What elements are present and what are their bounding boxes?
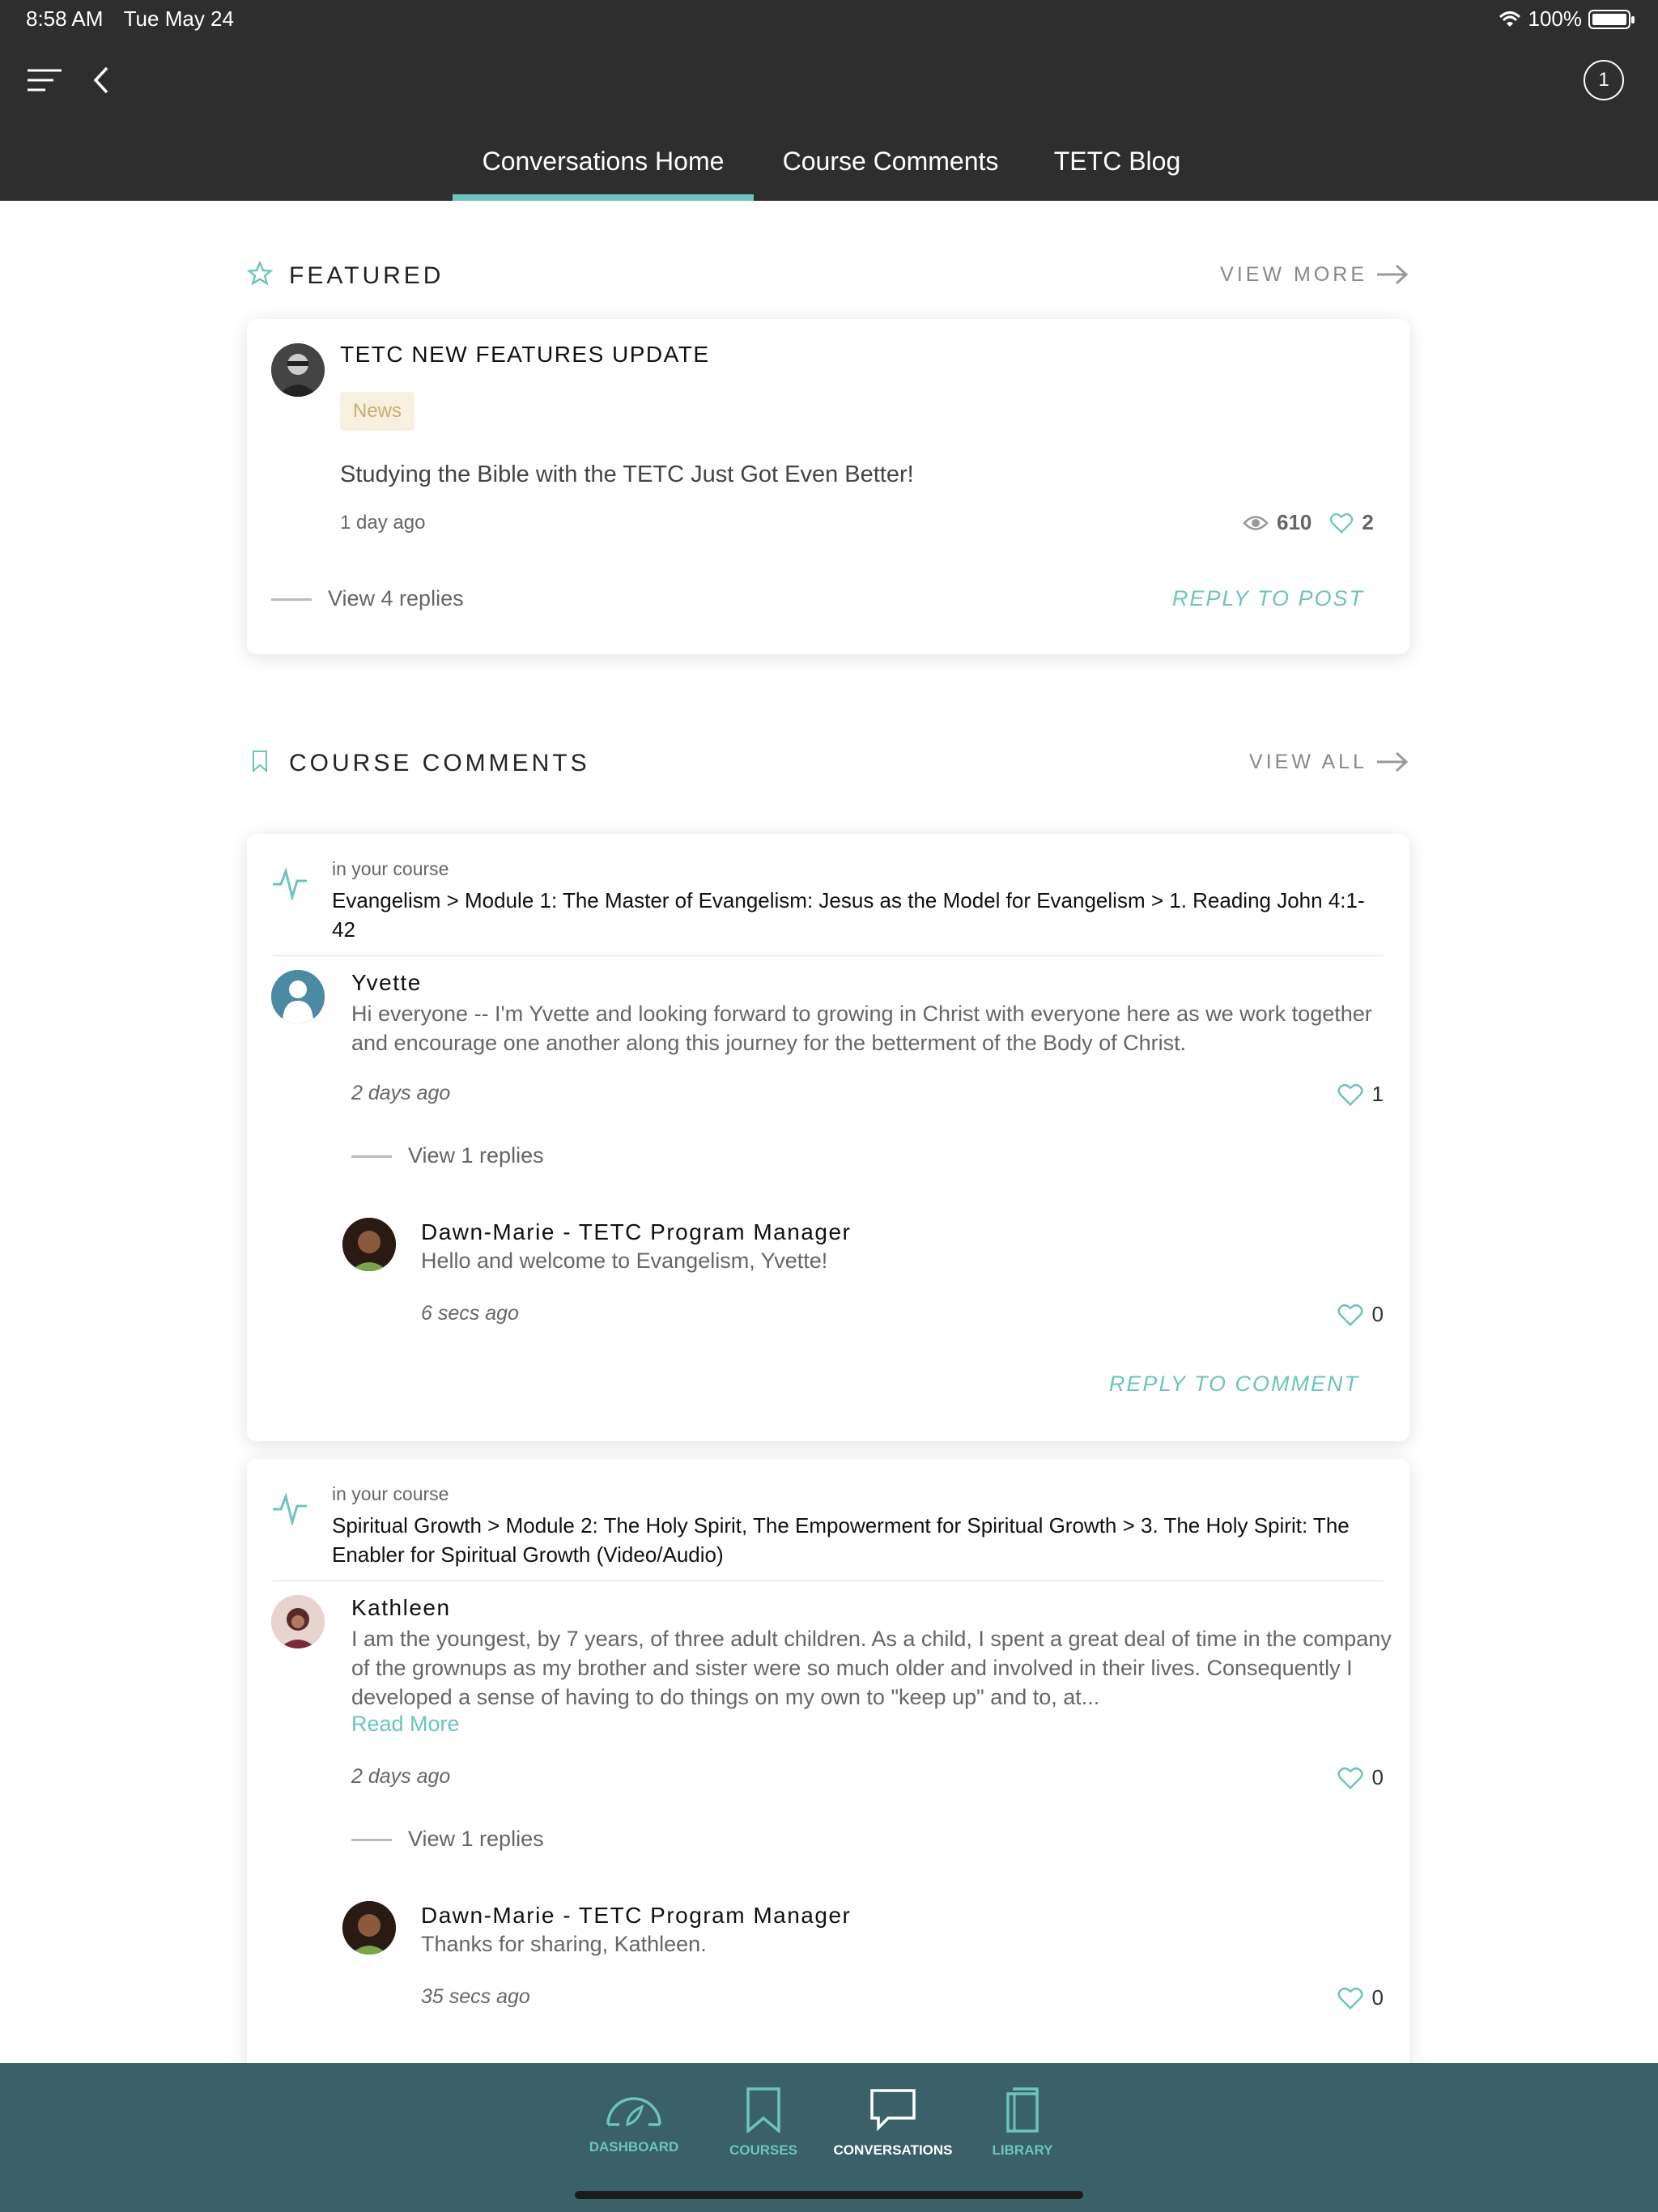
course-comment-card: [247, 834, 1409, 1441]
like-count: 0: [1371, 1765, 1384, 1789]
reply-time: 6 secs ago: [421, 1302, 519, 1325]
heart-icon[interactable]: [1329, 512, 1354, 534]
tab-conversations-home[interactable]: Conversations Home: [453, 136, 754, 201]
wifi-icon: [1498, 10, 1522, 29]
menu-icon[interactable]: [26, 68, 63, 92]
course-comments-header: [247, 743, 1409, 785]
comment-time: 2 days ago: [351, 1082, 451, 1104]
course-context-link[interactable]: Spiritual Growth > Module 2: The Holy Spirit, The Empowerment for Spiritual Growth > 3. The Holy Spirit: The Enabler for Spiritual Growth (Video/Audio): [332, 1513, 1350, 1567]
star-icon: [247, 261, 273, 287]
status-time: 8:58 AM: [26, 6, 104, 31]
book-icon: [1003, 2087, 1042, 2133]
like-count: 1: [1371, 1082, 1384, 1106]
view-count: 610: [1277, 510, 1312, 534]
post-stats: [1243, 510, 1374, 535]
comment-author: Yvette: [351, 970, 422, 995]
activity-icon: [271, 1490, 308, 1525]
like-count: 2: [1362, 510, 1374, 534]
status-date: Tue May 24: [123, 6, 234, 31]
tab-tetc-blog[interactable]: TETC Blog: [1053, 147, 1181, 176]
view-replies-link[interactable]: [351, 1827, 544, 1852]
eye-icon: [1243, 514, 1269, 532]
nav-dashboard[interactable]: [573, 2087, 695, 2155]
course-comments-title: COURSE COMMENTS: [289, 750, 590, 776]
reply-to-post-button[interactable]: REPLY TO POST: [1171, 586, 1364, 610]
view-replies-label: View 1 replies: [408, 1827, 544, 1851]
comment-time: 2 days ago: [351, 1765, 451, 1788]
featured-header: [247, 256, 1409, 298]
course-context-link[interactable]: Evangelism > Module 1: The Master of Evangelism: Jesus as the Model for Evangelism > 1. Reading John 4:1-42: [332, 888, 1365, 942]
arrow-right-icon: [1375, 262, 1409, 287]
home-indicator: [575, 2191, 1083, 2199]
top-header: [0, 0, 1658, 201]
view-more-link[interactable]: [1220, 262, 1409, 287]
like-count: 0: [1371, 1302, 1384, 1326]
comment-text: I am the youngest, by 7 years, of three adult children. As a child, I spent a great deal of time in the company of the grownups as my brother and sister were so much older and involved in their lives. Consequently I developed a sense of having to do things on my own to "keep up" and to, at...: [351, 1627, 1392, 1709]
reply-likes: [1337, 1985, 1384, 2010]
avatar: [271, 970, 325, 1023]
notification-badge[interactable]: 1: [1584, 60, 1624, 100]
featured-title: FEATURED: [289, 262, 444, 289]
back-icon[interactable]: [89, 65, 113, 96]
featured-post-card[interactable]: [247, 319, 1409, 654]
comment-likes: [1337, 1765, 1384, 1790]
view-all-link[interactable]: [1249, 750, 1409, 774]
nav-courses-label: COURSES: [729, 2142, 798, 2158]
post-excerpt: Studying the Bible with the TETC Just Got Even Better!: [340, 462, 914, 487]
arrow-right-icon: [1375, 750, 1409, 774]
view-replies-link[interactable]: [271, 586, 464, 611]
battery-icon: [1588, 10, 1630, 29]
reply-to-comment-button[interactable]: REPLY TO COMMENT: [1108, 1372, 1359, 1396]
nav-library-label: LIBRARY: [992, 2142, 1053, 2158]
view-more-label: VIEW MORE: [1220, 262, 1367, 286]
bookmark-icon: [250, 750, 270, 774]
bookmark-icon: [745, 2087, 782, 2133]
nav-conversations[interactable]: [832, 2087, 954, 2159]
read-more-link[interactable]: Read More: [351, 1712, 460, 1736]
comment-likes: [1337, 1082, 1384, 1107]
view-replies-label: View 4 replies: [328, 586, 464, 610]
nav-library[interactable]: [962, 2087, 1083, 2159]
view-all-label: VIEW ALL: [1249, 750, 1367, 773]
post-time: 1 day ago: [340, 512, 426, 534]
bottom-navigation: [0, 2063, 1658, 2212]
post-title: TETC NEW FEATURES UPDATE: [340, 342, 710, 367]
nav-conversations-label: CONVERSATIONS: [833, 2142, 953, 2158]
nav-courses[interactable]: [703, 2087, 824, 2159]
heart-icon[interactable]: [1337, 1083, 1364, 1107]
avatar: [342, 1218, 396, 1271]
avatar: [271, 1595, 325, 1648]
view-replies-link[interactable]: [351, 1143, 544, 1168]
reply-time: 35 secs ago: [421, 1985, 530, 2008]
status-time-date: [26, 6, 234, 32]
context-label: in your course: [332, 858, 449, 879]
reply-likes: [1337, 1302, 1384, 1327]
avatar: [342, 1901, 396, 1955]
course-comment-card: [247, 1459, 1409, 2074]
avatar: [271, 343, 325, 397]
battery-percent: 100%: [1528, 6, 1582, 31]
main-content: [0, 201, 1658, 2063]
heart-icon[interactable]: [1337, 1986, 1364, 2010]
nav-dashboard-label: DASHBOARD: [589, 2139, 679, 2155]
comment-text: Hi everyone -- I'm Yvette and looking forward to growing in Christ with everyone here as we work together and encourage one another along this journey for the betterment of the Body of Christ.: [351, 1002, 1372, 1055]
heart-icon[interactable]: [1337, 1303, 1364, 1327]
news-tag: News: [340, 392, 414, 431]
status-indicators: [1498, 6, 1631, 32]
gauge-icon: [603, 2087, 665, 2129]
reply-text: Hello and welcome to Evangelism, Yvette!: [421, 1249, 828, 1273]
reply-author: Dawn-Marie - TETC Program Manager: [421, 1219, 852, 1244]
conversation-tabs: [0, 136, 1658, 201]
view-replies-label: View 1 replies: [408, 1143, 544, 1168]
reply-author: Dawn-Marie - TETC Program Manager: [421, 1903, 852, 1928]
comment-author: Kathleen: [351, 1595, 451, 1620]
chat-bubble-icon: [869, 2087, 917, 2133]
like-count: 0: [1371, 1985, 1384, 2010]
heart-icon[interactable]: [1337, 1766, 1364, 1790]
activity-icon: [271, 865, 308, 900]
tab-course-comments[interactable]: Course Comments: [782, 147, 999, 176]
reply-text: Thanks for sharing, Kathleen.: [421, 1932, 707, 1956]
context-label: in your course: [332, 1483, 449, 1504]
